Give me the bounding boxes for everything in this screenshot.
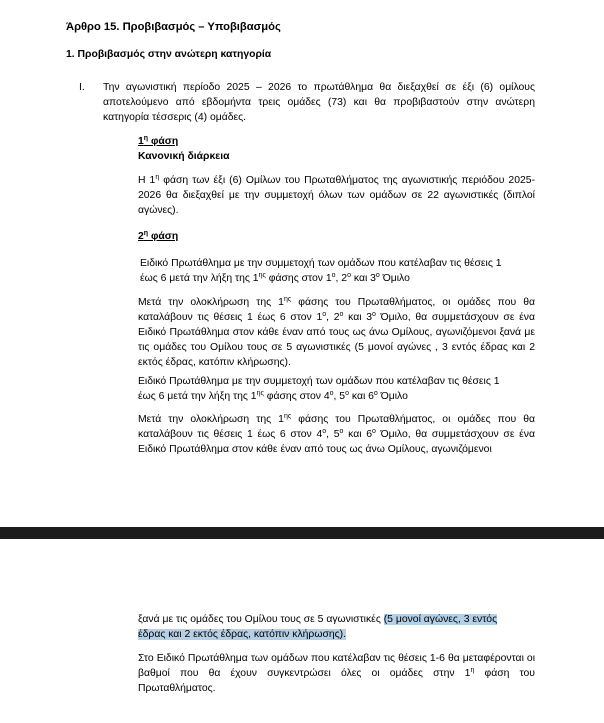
phase1-heading: $1^\eta$ φάση xyxy=(138,135,179,147)
section-title: 1. Προβιβασμός στην ανώτερη κατηγορία xyxy=(66,49,272,60)
selected-text-highlight[interactable]: (5 μονοί αγώνες, 3 εντός xyxy=(383,614,498,625)
phase2-heading: $2^\eta$ φάση xyxy=(138,230,179,242)
continuation-paragraph: ξανά με τις ομάδες του Ομίλου τους σε 5 αγωνιστικές (5 μονοί αγώνες, 3 εντός έδρας και 2 εκτός έδρας, κατόπιν κλήρωσης). xyxy=(138,614,498,640)
phase2-paragraph-2: Μετά την ολοκλήρωση της $1^{\eta\varsigma}$ φάσης του Πρωταθλήματος, οι ομάδες που θα καταλάβουν τις θέσεις 1 έως 6 στον $1^o$, $2^o$ και $3^o$ Όμιλο, θα συμμετάσχουν σε ένα Ειδικό Πρωτάθλημα στον κάθε έναν από τους ως άνω Ομίλους, αγωνιζόμενοι ξανά με τις ομάδες του Ομίλου τους σε 5 αγωνιστικές (5 μονοί αγώνες , 3 εντός έδρας και 2 εκτός έδρας, κατόπιν κλήρωσης). xyxy=(138,296,535,368)
roman-numeral: I. xyxy=(79,82,85,93)
document-page-2 xyxy=(0,539,604,723)
points-carryover-paragraph: Στο Ειδικό Πρωτάθλημα των ομάδων που κατέλαβαν τις θέσεις 1-6 θα μεταφέρονται οι βαθμοί που θα έχουν συγκεντρώσει όλες οι ομάδες στην $1^\eta$ φάση του Πρωταθλήματος. xyxy=(138,653,535,694)
phase2-paragraph-3: Ειδικό Πρωτάθλημα με την συμμετοχή των ομάδων που κατέλαβαν τις θέσεις 1 έως 6 μετά την λήξη της $1^{\eta\varsigma}$ φάσης στον $4^o$, $5^o$ και $6^o$ Όμιλο xyxy=(138,376,500,402)
intro-paragraph: Την αγωνιστική περίοδο 2025 – 2026 το πρωτάθλημα θα διεξαχθεί σε έξι (6) ομίλους αποτελούμενο από εβδομήντα τρεις ομάδες (73) και θα προβιβαστούν στην ανώτερη κατηγορία τέσσερις (4) ομάδες. xyxy=(103,82,535,123)
page-separator xyxy=(0,527,604,539)
article-title: Άρθρο 15. Προβιβασμός – Υποβιβασμός xyxy=(66,21,281,33)
phase1-paragraph: Η $1^\eta$ φάση των έξι (6) Ομίλων του Πρωταθλήματος της αγωνιστικής περιόδου 2025-2026 θα διεξαχθεί με την συμμετοχή όλων των ομάδων σε 22 αγωνιστικές (διπλοί αγώνες). xyxy=(138,174,536,216)
selected-text-highlight-2[interactable]: έδρας και 2 εκτός έδρας, κατόπιν κλήρωσης). xyxy=(138,629,346,640)
phase2-paragraph-4: Μετά την ολοκλήρωση της $1^{\eta\varsigma}$ φάσης του Πρωταθλήματος, οι ομάδες που θα καταλάβουν τις θέσεις 1 έως 6 στον $4^o$, $5^o$ και $6^o$ Όμιλο, θα συμμετάσχουν σε ένα Ειδικό Πρωτάθλημα στον κάθε έναν από τους ως άνω Ομίλους, αγωνιζόμενοι xyxy=(138,413,535,455)
phase2-paragraph-1: Ειδικό Πρωτάθλημα με την συμμετοχή των ομάδων που κατέλαβαν τις θέσεις 1 έως 6 μετά την λήξη της $1^{\eta\varsigma}$ φάσης στον $1^o$, $2^o$ και $3^o$ Όμιλο xyxy=(140,258,502,284)
phase1-subtitle: Κανονική διάρκεια xyxy=(138,151,230,162)
